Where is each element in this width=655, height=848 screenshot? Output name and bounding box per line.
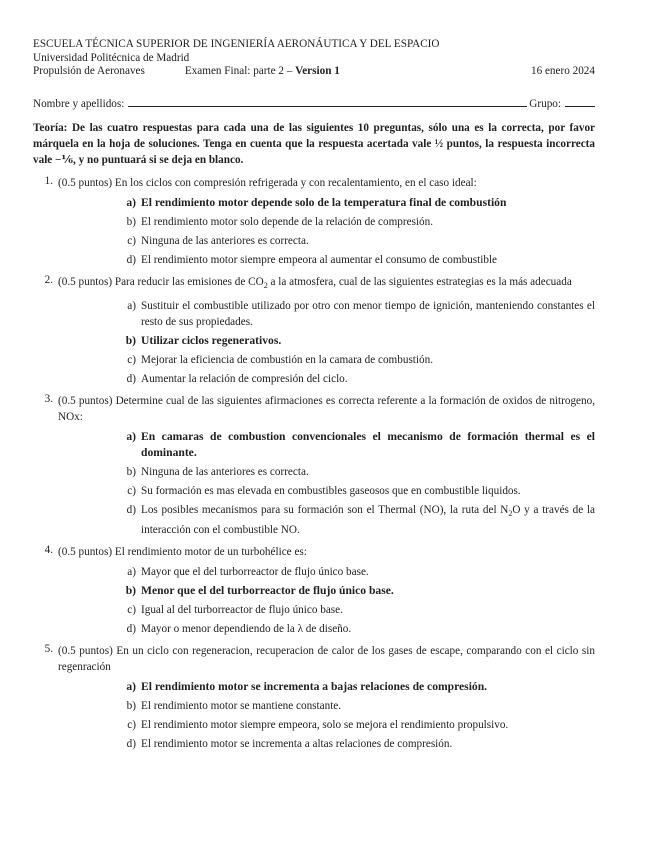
text-part: 2 [508,509,513,519]
option [117,717,595,733]
option-text: Ninguna de las anteriores es correcta. [141,235,309,247]
question-text: (0.5 puntos) En los ciclos con compresión refrigerada y con recalentamiento, en el caso ideal: [58,177,477,189]
option-label: b) [126,466,136,479]
option-text: El rendimiento motor siempre empeora, solo se mejora el rendimiento propulsivo. [141,719,509,732]
option [117,621,595,637]
option-text: El rendimiento motor depende solo de la temperatura final de combustión [141,196,507,209]
option [117,371,595,387]
option-label: d) [126,254,136,266]
option-text: Su formación es mas elevada en combustibles gaseosos que en combustible liquidos. [141,485,521,498]
option-label: c) [127,485,136,498]
group-label: Grupo: [529,98,561,110]
question-body [53,393,595,538]
option-text: Igual al del turborreactor de flujo único base. [141,604,343,617]
theory-label: Teoría: [33,122,68,134]
option-label: a) [126,196,136,209]
option-text: Aumentar la relación de compresión del ciclo. [141,373,348,386]
group-field[interactable] [565,106,595,107]
option-label: b) [125,584,136,598]
option [117,298,595,330]
option-text: Mejorar la eficiencia de combustión en la camara de combustión. [141,354,434,367]
question [33,175,595,268]
question-text: (0.5 puntos) En un ciclo con regeneracion, recuperacion de calor de los gases de escape, comparando con el ciclo sin regenración [58,645,595,674]
text-part: O y a través de la interacción con el combustible NO. [141,504,595,537]
option-text: El rendimiento motor se incrementa a altas relaciones de compresión. [141,738,453,751]
option [117,502,595,538]
option-label: b) [126,216,136,228]
question-text: (0.5 puntos) El rendimiento motor de un turbohélice es: [58,546,307,559]
question-number: 4. [44,544,53,557]
question-number: 3. [44,393,53,406]
option-text: Mayor o menor dependiendo de la λ de diseño. [141,623,352,636]
option-label: a) [126,680,136,694]
option [117,252,595,268]
option [117,214,595,230]
exam-date: 16 enero 2024 [530,65,595,77]
question-body [53,544,595,637]
option-label: d) [126,373,136,386]
option [117,698,595,714]
option-text [141,502,595,538]
theory-text: De las cuatro respuestas para cada una de las siguientes 10 preguntas, sólo una es la correcta, por favor márquela en la hoja de soluciones. Tenga en cuenta que la respuesta acertada vale ½ puntos, la respuesta incorrecta vale −⅙, y no puntuará si se deja en blanco. [33,122,595,166]
school-name: ESCUELA TÉCNICA SUPERIOR DE INGENIERÍA AERONÁUTICA Y DEL ESPACIO [33,38,440,50]
option-correct [117,429,595,461]
option-label: c) [127,719,136,732]
option-label: d) [126,738,136,751]
text-part: Los posibles mecanismos para su formación son el Thermal (NO), la ruta del N [141,504,509,517]
exam-title [185,65,340,79]
question-text: (0.5 puntos) Determine cual de las siguientes afirmaciones es correcta referente a la formación de oxidos de nitrogeno, NOx: [58,395,595,424]
option [117,483,595,499]
exam-version: Version 1 [295,65,340,77]
text-part: 2 [263,281,268,291]
header [33,38,595,79]
option-text: Menor que el del turborreactor de flujo único base. [141,584,394,598]
option-label: a) [127,566,136,579]
question-text [58,274,595,294]
university-name: Universidad Politécnica de Madrid [33,51,190,64]
question [33,643,595,752]
option-label: a) [127,300,136,313]
question-body [53,274,595,387]
option-label: c) [127,604,136,617]
exam-label: Examen Final: parte 2 – [184,65,296,77]
option-label: a) [126,430,136,444]
option-label: c) [127,235,136,247]
option-text: Ninguna de las anteriores es correcta. [141,466,309,479]
theory-instructions [33,120,595,168]
question-number: 1. [44,175,53,187]
question [33,544,595,637]
name-label: Nombre y apellidos: [33,98,125,110]
option-text: El rendimiento motor se incrementa a bajas relaciones de compresión. [141,680,488,694]
option-text: En camaras de combustion convencionales el mecanismo de formación thermal es el dominante. [141,430,595,460]
text-part: (0.5 puntos) Para reducir las emisiones de CO [58,276,264,288]
question-list [33,175,595,758]
option-text: Sustituir el combustible utilizado por otro con menor tiempo de ignición, manteniendo constantes el resto de sus propiedades. [141,300,595,329]
option-correct [117,195,595,211]
option-text: El rendimiento motor solo depende de la relación de compresión. [141,216,434,228]
course-name: Propulsión de Aeronaves [33,65,145,77]
name-row [33,98,595,110]
text-part: a la atmosfera, cual de las siguientes estrategias es la más adecuada [267,276,572,288]
option [117,352,595,368]
option-correct [117,583,595,599]
option-text: El rendimiento motor siempre empeora al aumentar el consumo de combustible [141,254,498,266]
question-number: 2. [44,274,53,286]
question-body [53,643,595,752]
option [117,233,595,249]
question [33,393,595,538]
option [117,602,595,618]
option-label: c) [127,354,136,367]
option-text: Mayor que el del turborreactor de flujo único base. [141,566,369,579]
option-correct [117,333,595,349]
option [117,564,595,580]
option [117,736,595,752]
option-label: d) [126,623,136,636]
option-correct [117,679,595,695]
option-text: Utilizar ciclos regenerativos. [141,334,282,348]
option-text: El rendimiento motor se mantiene constante. [141,700,342,713]
option [117,464,595,480]
option-label: d) [126,504,136,517]
name-field[interactable] [128,106,527,107]
option-label: b) [126,700,136,713]
option-label: b) [125,334,136,348]
question [33,274,595,387]
question-number: 5. [44,643,53,656]
question-body [53,175,595,268]
